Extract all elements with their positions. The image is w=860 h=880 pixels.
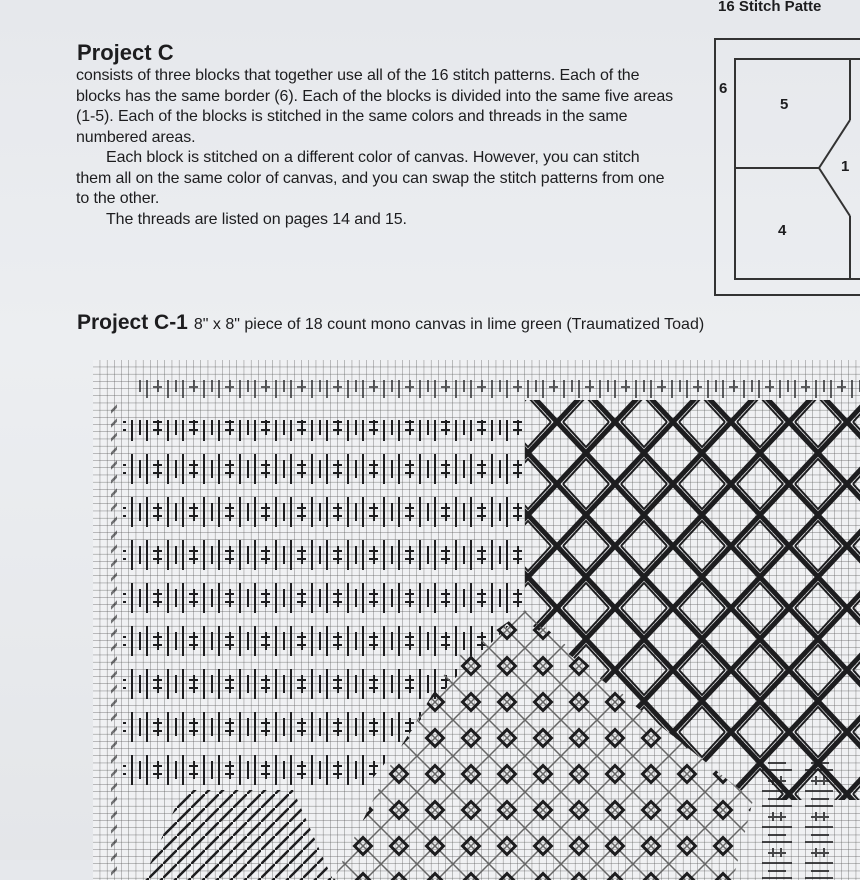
subproject-description: 8" x 8" piece of 18 count mono canvas in lime green (Traumatized Toad) [193,316,705,333]
diagram-label-4: 4 [778,222,787,239]
diagram-lines [716,40,860,298]
subproject-title: Project C-1 [77,311,188,334]
paragraph: The threads are listed on pages 14 and 15. [106,210,407,228]
diagram-label-1: 1 [841,158,850,175]
paragraph: consists of three blocks that together use all of the 16 stitch patterns. Each of the blocks has the same border (6). Each of the blocks is divided into the same five areas (1-5). Each of the blocks is stitched in the same colors and threads in the same numbered areas. [76,67,674,146]
paragraph: Each block is stitched on a different color of canvas. However, you can stitch them all on the same color of canvas, and you can swap the stitch patterns from one to the other. [76,149,665,207]
section-title: 16 Stitch Patte [718,0,822,15]
area-3-pattern [753,760,833,880]
project-description [76,66,676,230]
block-layout-diagram [714,38,860,296]
project-title: Project C [77,40,174,65]
diagram-label-6: 6 [719,80,728,97]
stitch-chart [93,360,860,880]
diagram-label-5: 5 [780,96,789,113]
left-border-pattern [111,400,117,880]
subproject-heading [77,311,704,335]
